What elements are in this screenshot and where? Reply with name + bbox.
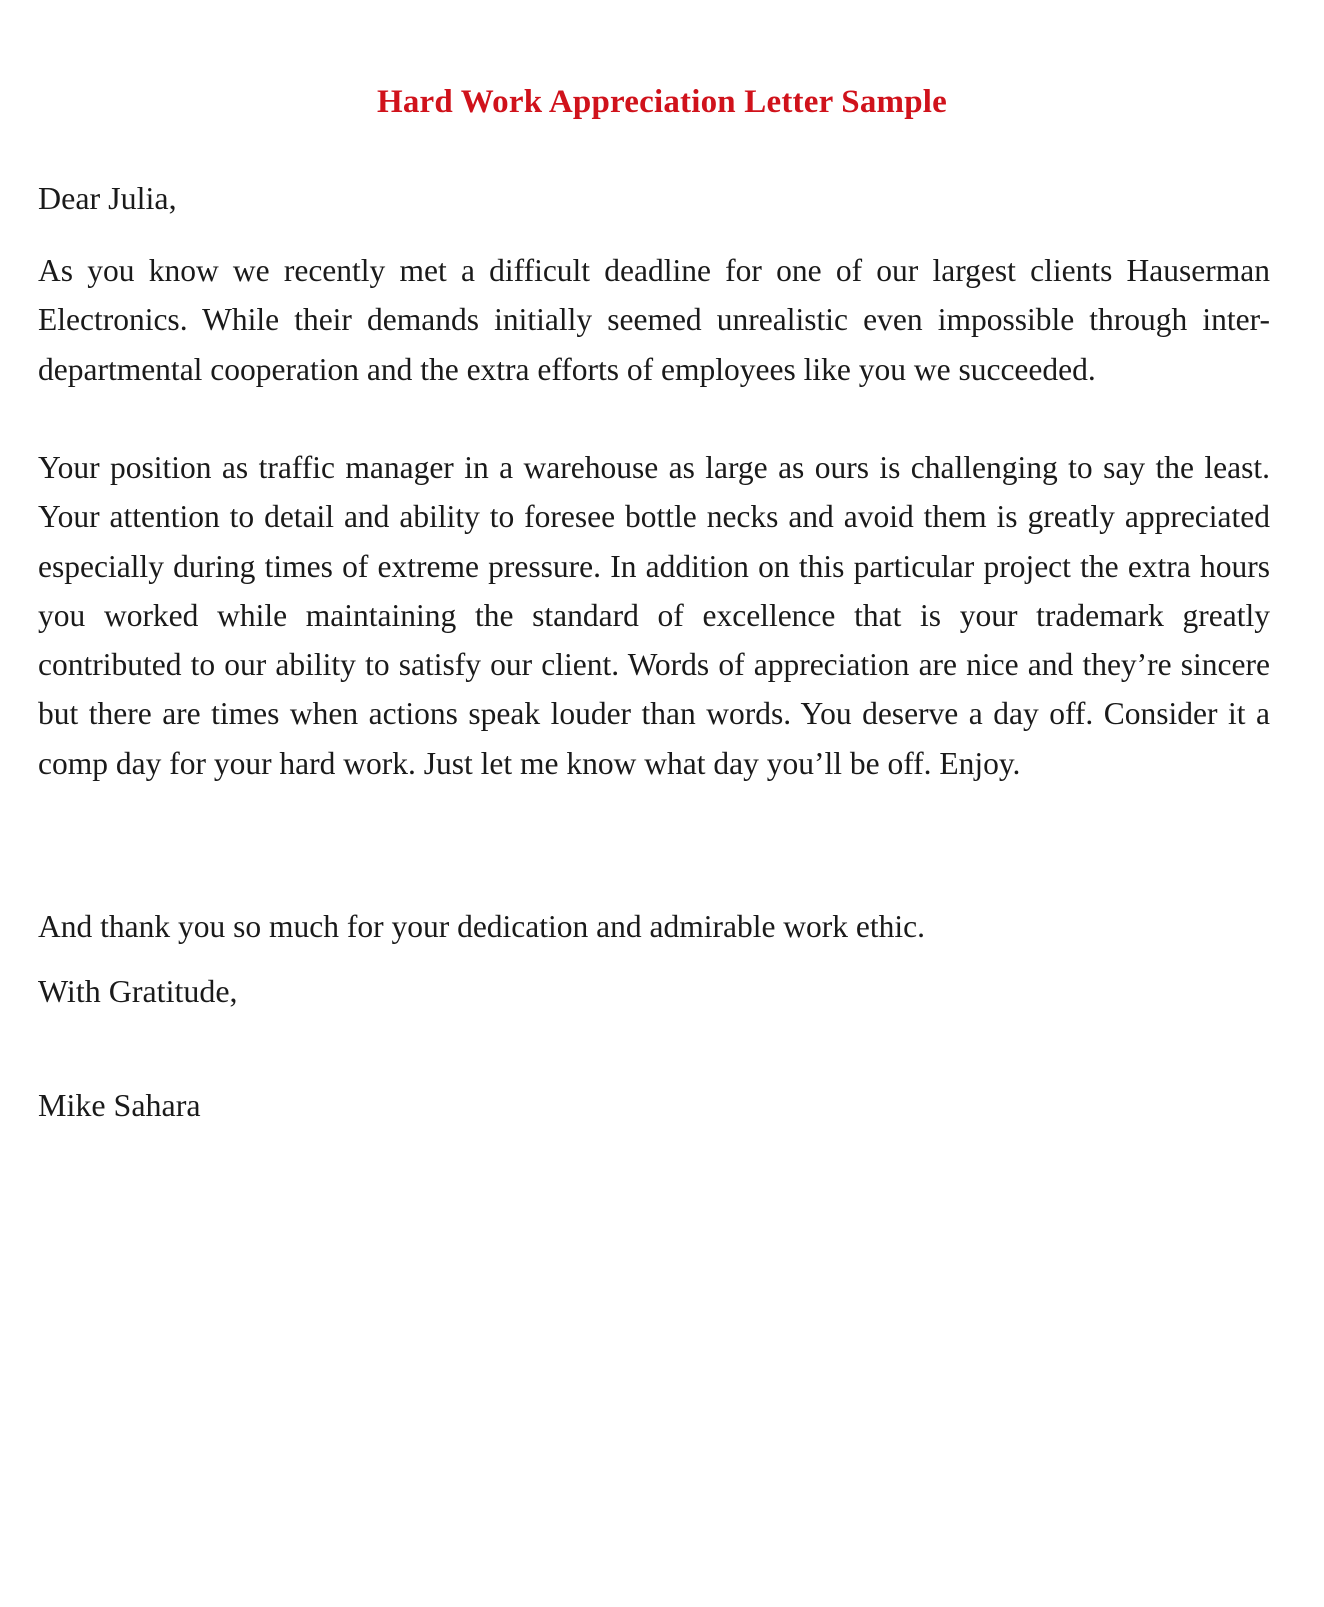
paragraph-deadline: As you know we recently met a difficult deadline for one of our largest clients Hauserman Electronics. While their demands initially seemed unrealistic even impossible through inter-departmental cooperation and the extra efforts of employees like you we succeeded. — [38, 253, 1270, 387]
letter-title: Hard Work Appreciation Letter Sample — [376, 84, 948, 120]
signature-name: Mike Sahara — [38, 1087, 201, 1123]
salutation: Dear Julia, — [38, 180, 177, 216]
closing: With Gratitude, — [38, 973, 238, 1009]
paragraph-thanks: And thank you so much for your dedication and admirable work ethic. — [38, 909, 926, 944]
paragraph-appreciation: Your position as traffic manager in a warehouse as large as ours is challenging to say the least. Your attention to detail and ability to foresee bottle necks and avoid them is greatly appreciated especially during times of extreme pressure. In addition on this particular project the extra hours you worked while maintaining the standard of excellence that is your trademark greatly contributed to our ability to satisfy our client. Words of appreciation are nice and they’re sincere but there are times when actions speak louder than words. You deserve a day off. Consider it a comp day for your hard work. Just let me know what day you’ll be off. Enjoy. — [38, 450, 1270, 781]
